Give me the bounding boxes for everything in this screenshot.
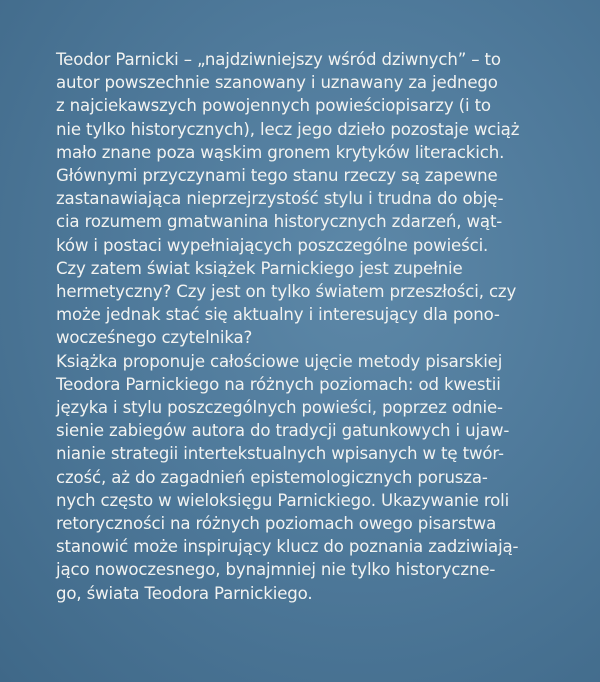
text-line: czość, aż do zagadnień epistemologicznych porusza- xyxy=(56,467,488,487)
text-line: Teodora Parnickiego na różnych poziomach: od kwestii xyxy=(56,374,501,394)
text-line: nianie strategii intertekstualnych wpisanych w tę twór- xyxy=(56,444,504,464)
text-line: Głównymi przyczynami tego stanu rzeczy są zapewne xyxy=(56,166,498,186)
text-line: cia rozumem gmatwanina historycznych zdarzeń, wąt- xyxy=(56,212,503,232)
text-line: autor powszechnie szanowany i uznawany za jednego xyxy=(56,73,498,93)
text-line: z najciekawszych powojennych powieściopisarzy (i to xyxy=(56,96,491,116)
text-line: zastanawiająca nieprzejrzystość stylu i trudna do obję- xyxy=(56,189,504,209)
text-line: nych często w wieloksięgu Parnickiego. Ukazywanie roli xyxy=(56,490,510,510)
text-line: ków i postaci wypełniających poszczególne powieści. xyxy=(56,235,489,255)
paragraph-intro xyxy=(56,48,580,350)
text-line: nie tylko historycznych), lecz jego dzieło pozostaje wciąż xyxy=(56,119,520,139)
text-line: hermetyczny? Czy jest on tylko światem przeszłości, czy xyxy=(56,282,517,302)
text-line: go, świata Teodora Parnickiego. xyxy=(56,583,313,603)
paragraph-description xyxy=(56,350,580,605)
text-line: wocześnego czytelnika? xyxy=(56,328,253,348)
back-cover-text xyxy=(56,48,580,605)
text-line: Teodor Parnicki – „najdziwniejszy wśród dziwnych” – to xyxy=(56,50,501,69)
text-line: języka i stylu poszczególnych powieści, poprzez odnie- xyxy=(56,398,503,418)
text-line: może jednak stać się aktualny i interesujący dla pono- xyxy=(56,305,500,325)
text-line: jąco nowoczesnego, bynajmniej nie tylko historyczne- xyxy=(56,560,496,580)
text-line: retoryczności na różnych poziomach owego pisarstwa xyxy=(56,514,497,534)
text-line: stanowić może inspirujący klucz do poznania zadziwiają- xyxy=(56,537,519,557)
text-line: Książka proponuje całościowe ujęcie metody pisarskiej xyxy=(56,351,503,371)
text-line: sienie zabiegów autora do tradycji gatunkowych i ujaw- xyxy=(56,421,510,441)
text-line: mało znane poza wąskim gronem krytyków literackich. xyxy=(56,142,505,162)
text-line: Czy zatem świat książek Parnickiego jest zupełnie xyxy=(56,258,463,278)
